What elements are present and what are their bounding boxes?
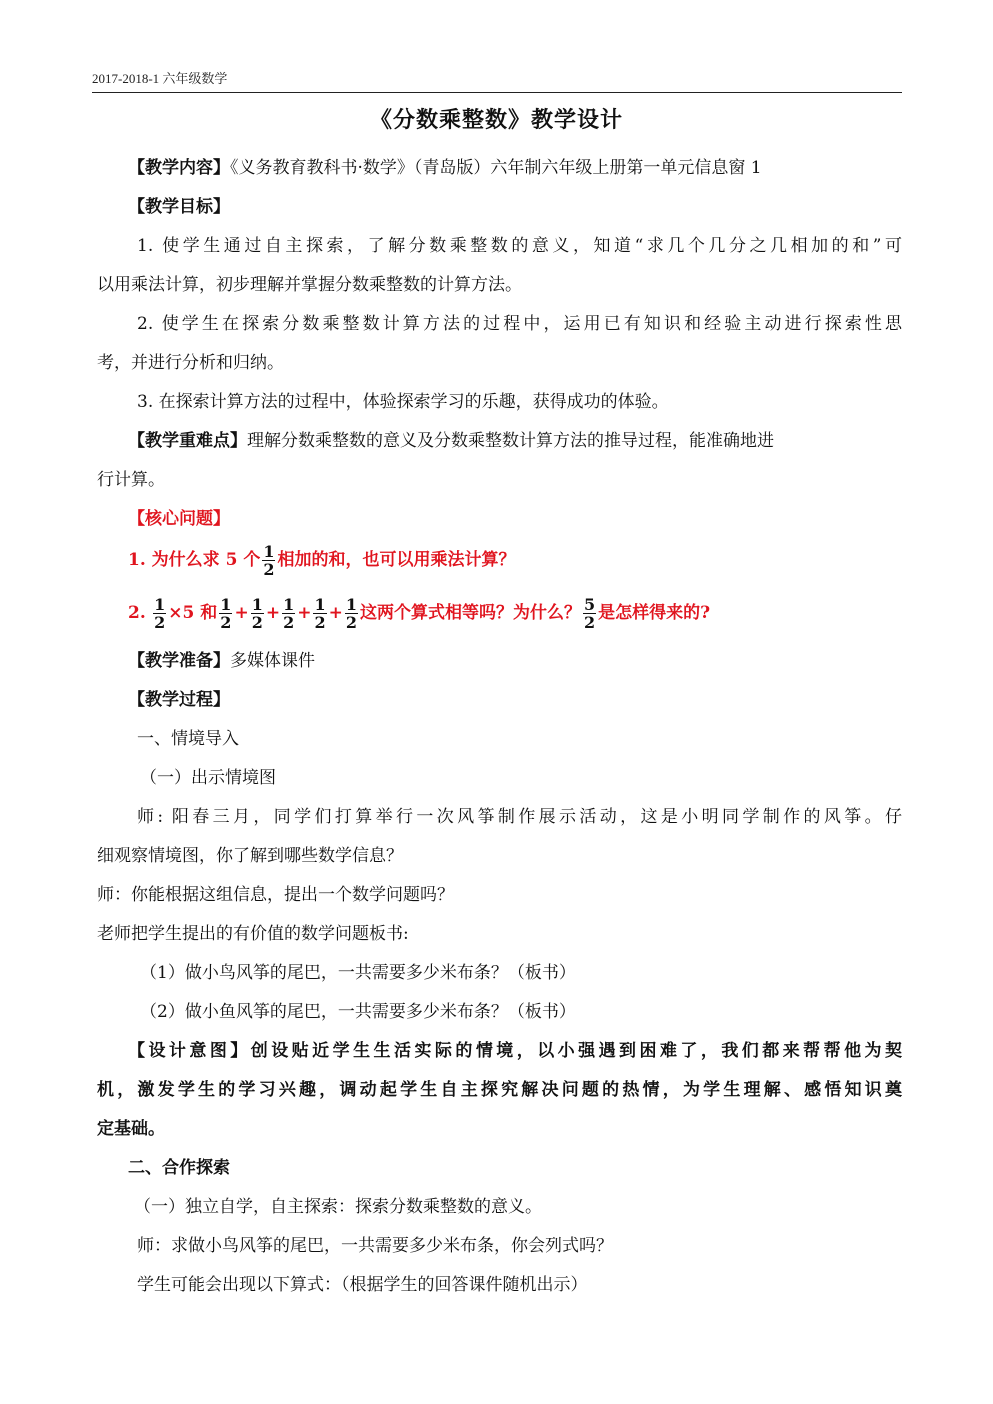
design-intent-line-c: 定基础。 (97, 1119, 165, 1139)
fraction-denominator: 2 (263, 560, 275, 579)
goal-2-line-b: 考，并进行分析和归纳。 (97, 353, 284, 373)
fraction-denominator: 2 (283, 613, 295, 632)
teaching-content-text: 《义务教育教科书·数学》（青岛版）六年制六年级上册第一单元信息窗 1 (230, 158, 762, 178)
core-questions-label (128, 508, 902, 530)
fraction-numerator: 1 (345, 595, 357, 614)
q2-number: 2. (128, 603, 146, 623)
page-header: 2017-2018-1 六年级数学 (92, 71, 228, 86)
goal-3-line: 3. 在探索计算方法的过程中，体验探索学习的乐趣，获得成功的体验。 (137, 392, 669, 412)
section-2-heading: 二、合作探索 (128, 1158, 230, 1178)
teacher-para-2: 师：你能根据这组信息，提出一个数学问题吗？ (97, 885, 454, 905)
q1-prefix: 1. 为什么求 5 个 (128, 550, 261, 570)
design-intent-line-a (128, 1040, 902, 1062)
teaching-process-label (128, 689, 902, 711)
plus-sign: + (297, 603, 312, 623)
fraction-numerator: 1 (154, 595, 166, 614)
fraction-denominator: 2 (314, 613, 326, 632)
goal-1-line-b: 以用乘法计算，初步理解并掌握分数乘整数的计算方法。 (97, 275, 522, 295)
q2-suffix: 是怎样得来的? (598, 603, 711, 623)
design-intent-label: 【设计意图】 (128, 1041, 251, 1061)
section-1-sub-heading: （一）出示情境图 (140, 768, 276, 788)
teaching-content-label: 【教学内容】 (128, 158, 230, 178)
document-title: 《分数乘整数》教学设计 (369, 107, 623, 133)
explore-teacher-question: 师：求做小鸟风筝的尾巴，一共需要多少米布条，你会列式吗？ (137, 1236, 613, 1256)
fraction-one-half (282, 596, 295, 631)
core-label-text: 【核心问题】 (128, 509, 230, 529)
fraction-numerator: 1 (220, 595, 232, 614)
teacher-para-3: 老师把学生提出的有价值的数学问题板书: (97, 924, 409, 944)
fraction-five-halves (583, 596, 596, 631)
fraction-denominator: 2 (220, 613, 232, 632)
section-2-sub-heading: （一）独立自学，自主探索：探索分数乘整数的意义。 (134, 1197, 542, 1217)
core-question-1 (128, 541, 902, 579)
section-1-heading: 一、情境导入 (137, 729, 239, 749)
process-label-text: 【教学过程】 (128, 690, 230, 710)
goal-1-line-a: 1. 使学生通过自主探索，了解分数乘整数的意义，知道“求几个几分之几相加的和”可 (137, 236, 902, 256)
key-points-line-a (128, 430, 902, 452)
fraction-denominator: 2 (154, 613, 166, 632)
teaching-goals-label (128, 196, 902, 218)
teacher-para-1-line-b: 细观察情境图，你了解到哪些数学信息？ (97, 846, 403, 866)
key-points-line-b: 行计算。 (97, 470, 165, 490)
fraction-one-half (313, 596, 326, 631)
design-intent-line-b: 机，激发学生的学习兴趣，调动起学生自主探究解决问题的热情，为学生理解、感悟知识奠 (97, 1080, 902, 1100)
fraction-one-half (345, 596, 358, 631)
board-question-2: （2）做小鱼风筝的尾巴，一共需要多少米布条？（板书） (140, 1002, 576, 1022)
core-question-2 (128, 594, 902, 632)
fraction-numerator: 1 (263, 542, 275, 561)
goal-2-line-a: 2. 使学生在探索分数乘整数计算方法的过程中，运用已有知识和经验主动进行探索性思 (137, 314, 902, 334)
q2-middle-text: 这两个算式相等吗？为什么？ (360, 603, 581, 623)
plus-sign: + (234, 603, 249, 623)
teaching-prep-label: 【教学准备】 (128, 651, 230, 671)
fraction-denominator: 2 (584, 613, 596, 632)
key-points-label: 【教学重难点】 (128, 431, 247, 451)
teaching-prep-text: 多媒体课件 (230, 651, 315, 671)
fraction-one-half (219, 596, 232, 631)
fraction-numerator: 5 (584, 595, 596, 614)
header-divider (92, 92, 902, 93)
design-intent-text-a: 创设贴近学生生活实际的情境，以小强遇到困难了，我们都来帮帮他为契 (250, 1041, 903, 1061)
fraction-one-half (251, 596, 264, 631)
fraction-denominator: 2 (251, 613, 263, 632)
fraction-numerator: 1 (283, 595, 295, 614)
board-question-1: （1）做小鸟风筝的尾巴，一共需要多少米布条？（板书） (140, 963, 576, 983)
key-points-text: 理解分数乘整数的意义及分数乘整数计算方法的推导过程，能准确地进 (247, 431, 774, 451)
teaching-content-line (128, 157, 902, 179)
plus-sign: + (328, 603, 343, 623)
teacher-para-1-line-a: 师: 阳春三月，同学们打算举行一次风筝制作展示活动，这是小明同学制作的风筝。仔 (137, 807, 902, 827)
fraction-numerator: 1 (314, 595, 326, 614)
fraction-one-half (153, 596, 166, 631)
q1-suffix: 相加的和，也可以用乘法计算？ (277, 550, 516, 570)
explore-student-answers: 学生可能会出现以下算式：（根据学生的回答课件随机出示） (137, 1275, 588, 1295)
teaching-prep-line (128, 650, 902, 672)
fraction-one-half (262, 543, 275, 578)
fraction-numerator: 1 (251, 595, 263, 614)
q2-times-five: ×5 和 (168, 603, 218, 623)
plus-sign: + (265, 603, 281, 623)
goals-label-text: 【教学目标】 (128, 197, 230, 217)
fraction-denominator: 2 (345, 613, 357, 632)
